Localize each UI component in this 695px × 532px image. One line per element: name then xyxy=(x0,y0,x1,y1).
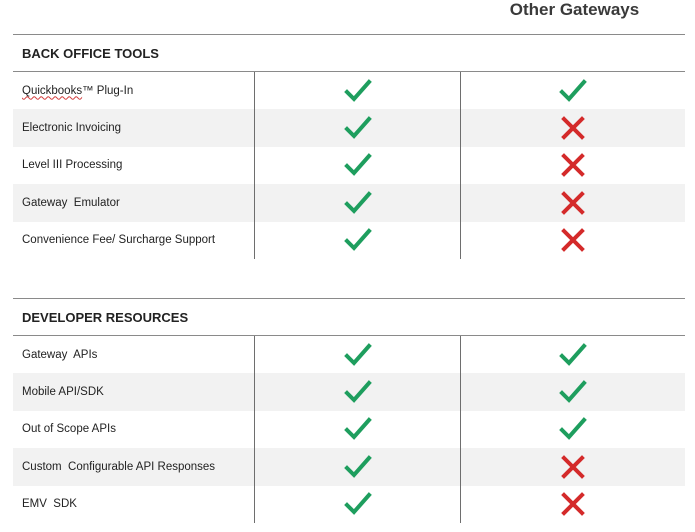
other-status-cell xyxy=(461,72,685,109)
check-icon xyxy=(559,342,587,368)
cross-icon xyxy=(559,491,587,517)
feature-label: Out of Scope APIs xyxy=(13,411,255,448)
check-icon xyxy=(344,416,372,442)
feature-label-suffix: ™ Plug-In xyxy=(82,84,134,97)
feature-label-main: Quickbooks xyxy=(22,84,83,97)
our-status-cell xyxy=(255,184,461,221)
cross-icon xyxy=(559,190,587,216)
check-icon xyxy=(344,152,372,178)
cross-icon xyxy=(559,115,587,141)
check-icon xyxy=(344,454,372,480)
check-icon xyxy=(344,227,372,253)
table-row xyxy=(13,373,685,410)
check-icon xyxy=(344,115,372,141)
check-icon xyxy=(344,491,372,517)
other-status-cell xyxy=(461,109,685,146)
feature-label: Gateway APIs xyxy=(13,336,255,373)
other-status-cell xyxy=(461,373,685,410)
other-status-cell xyxy=(461,336,685,373)
cross-icon xyxy=(559,152,587,178)
section-title: DEVELOPER RESOURCES xyxy=(13,298,685,336)
other-status-cell xyxy=(461,147,685,184)
check-icon xyxy=(344,190,372,216)
column-header-other-gateways: Other Gateways xyxy=(509,0,640,19)
feature-label: Level III Processing xyxy=(13,147,255,184)
feature-label: Mobile API/SDK xyxy=(13,373,255,410)
our-status-cell xyxy=(255,411,461,448)
feature-label: Electronic Invoicing xyxy=(13,109,255,146)
cross-icon xyxy=(559,454,587,480)
check-icon xyxy=(559,379,587,405)
table-row xyxy=(13,72,685,109)
table-row xyxy=(13,222,685,259)
our-status-cell xyxy=(255,486,461,523)
feature-label: Custom Configurable API Responses xyxy=(13,448,255,485)
table-row xyxy=(13,184,685,221)
check-icon xyxy=(559,416,587,442)
table-row xyxy=(13,411,685,448)
cross-icon xyxy=(559,227,587,253)
section-developer-resources xyxy=(13,298,685,523)
check-icon xyxy=(344,379,372,405)
table-row xyxy=(13,448,685,485)
other-status-cell xyxy=(461,222,685,259)
other-status-cell xyxy=(461,411,685,448)
section-back-office-tools xyxy=(13,34,685,259)
feature-label xyxy=(13,72,255,109)
feature-label: EMV SDK xyxy=(13,486,255,523)
other-status-cell xyxy=(461,448,685,485)
check-icon xyxy=(344,78,372,104)
table-row xyxy=(13,109,685,146)
our-status-cell xyxy=(255,336,461,373)
our-status-cell xyxy=(255,373,461,410)
our-status-cell xyxy=(255,448,461,485)
table-row xyxy=(13,147,685,184)
our-status-cell xyxy=(255,109,461,146)
our-status-cell xyxy=(255,147,461,184)
our-status-cell xyxy=(255,222,461,259)
table-row xyxy=(13,486,685,523)
our-status-cell xyxy=(255,72,461,109)
section-title: BACK OFFICE TOOLS xyxy=(13,34,685,72)
other-status-cell xyxy=(461,184,685,221)
feature-label: Convenience Fee/ Surcharge Support xyxy=(13,222,255,259)
check-icon xyxy=(344,342,372,368)
other-status-cell xyxy=(461,486,685,523)
table-row xyxy=(13,336,685,373)
check-icon xyxy=(559,78,587,104)
feature-label: Gateway Emulator xyxy=(13,184,255,221)
